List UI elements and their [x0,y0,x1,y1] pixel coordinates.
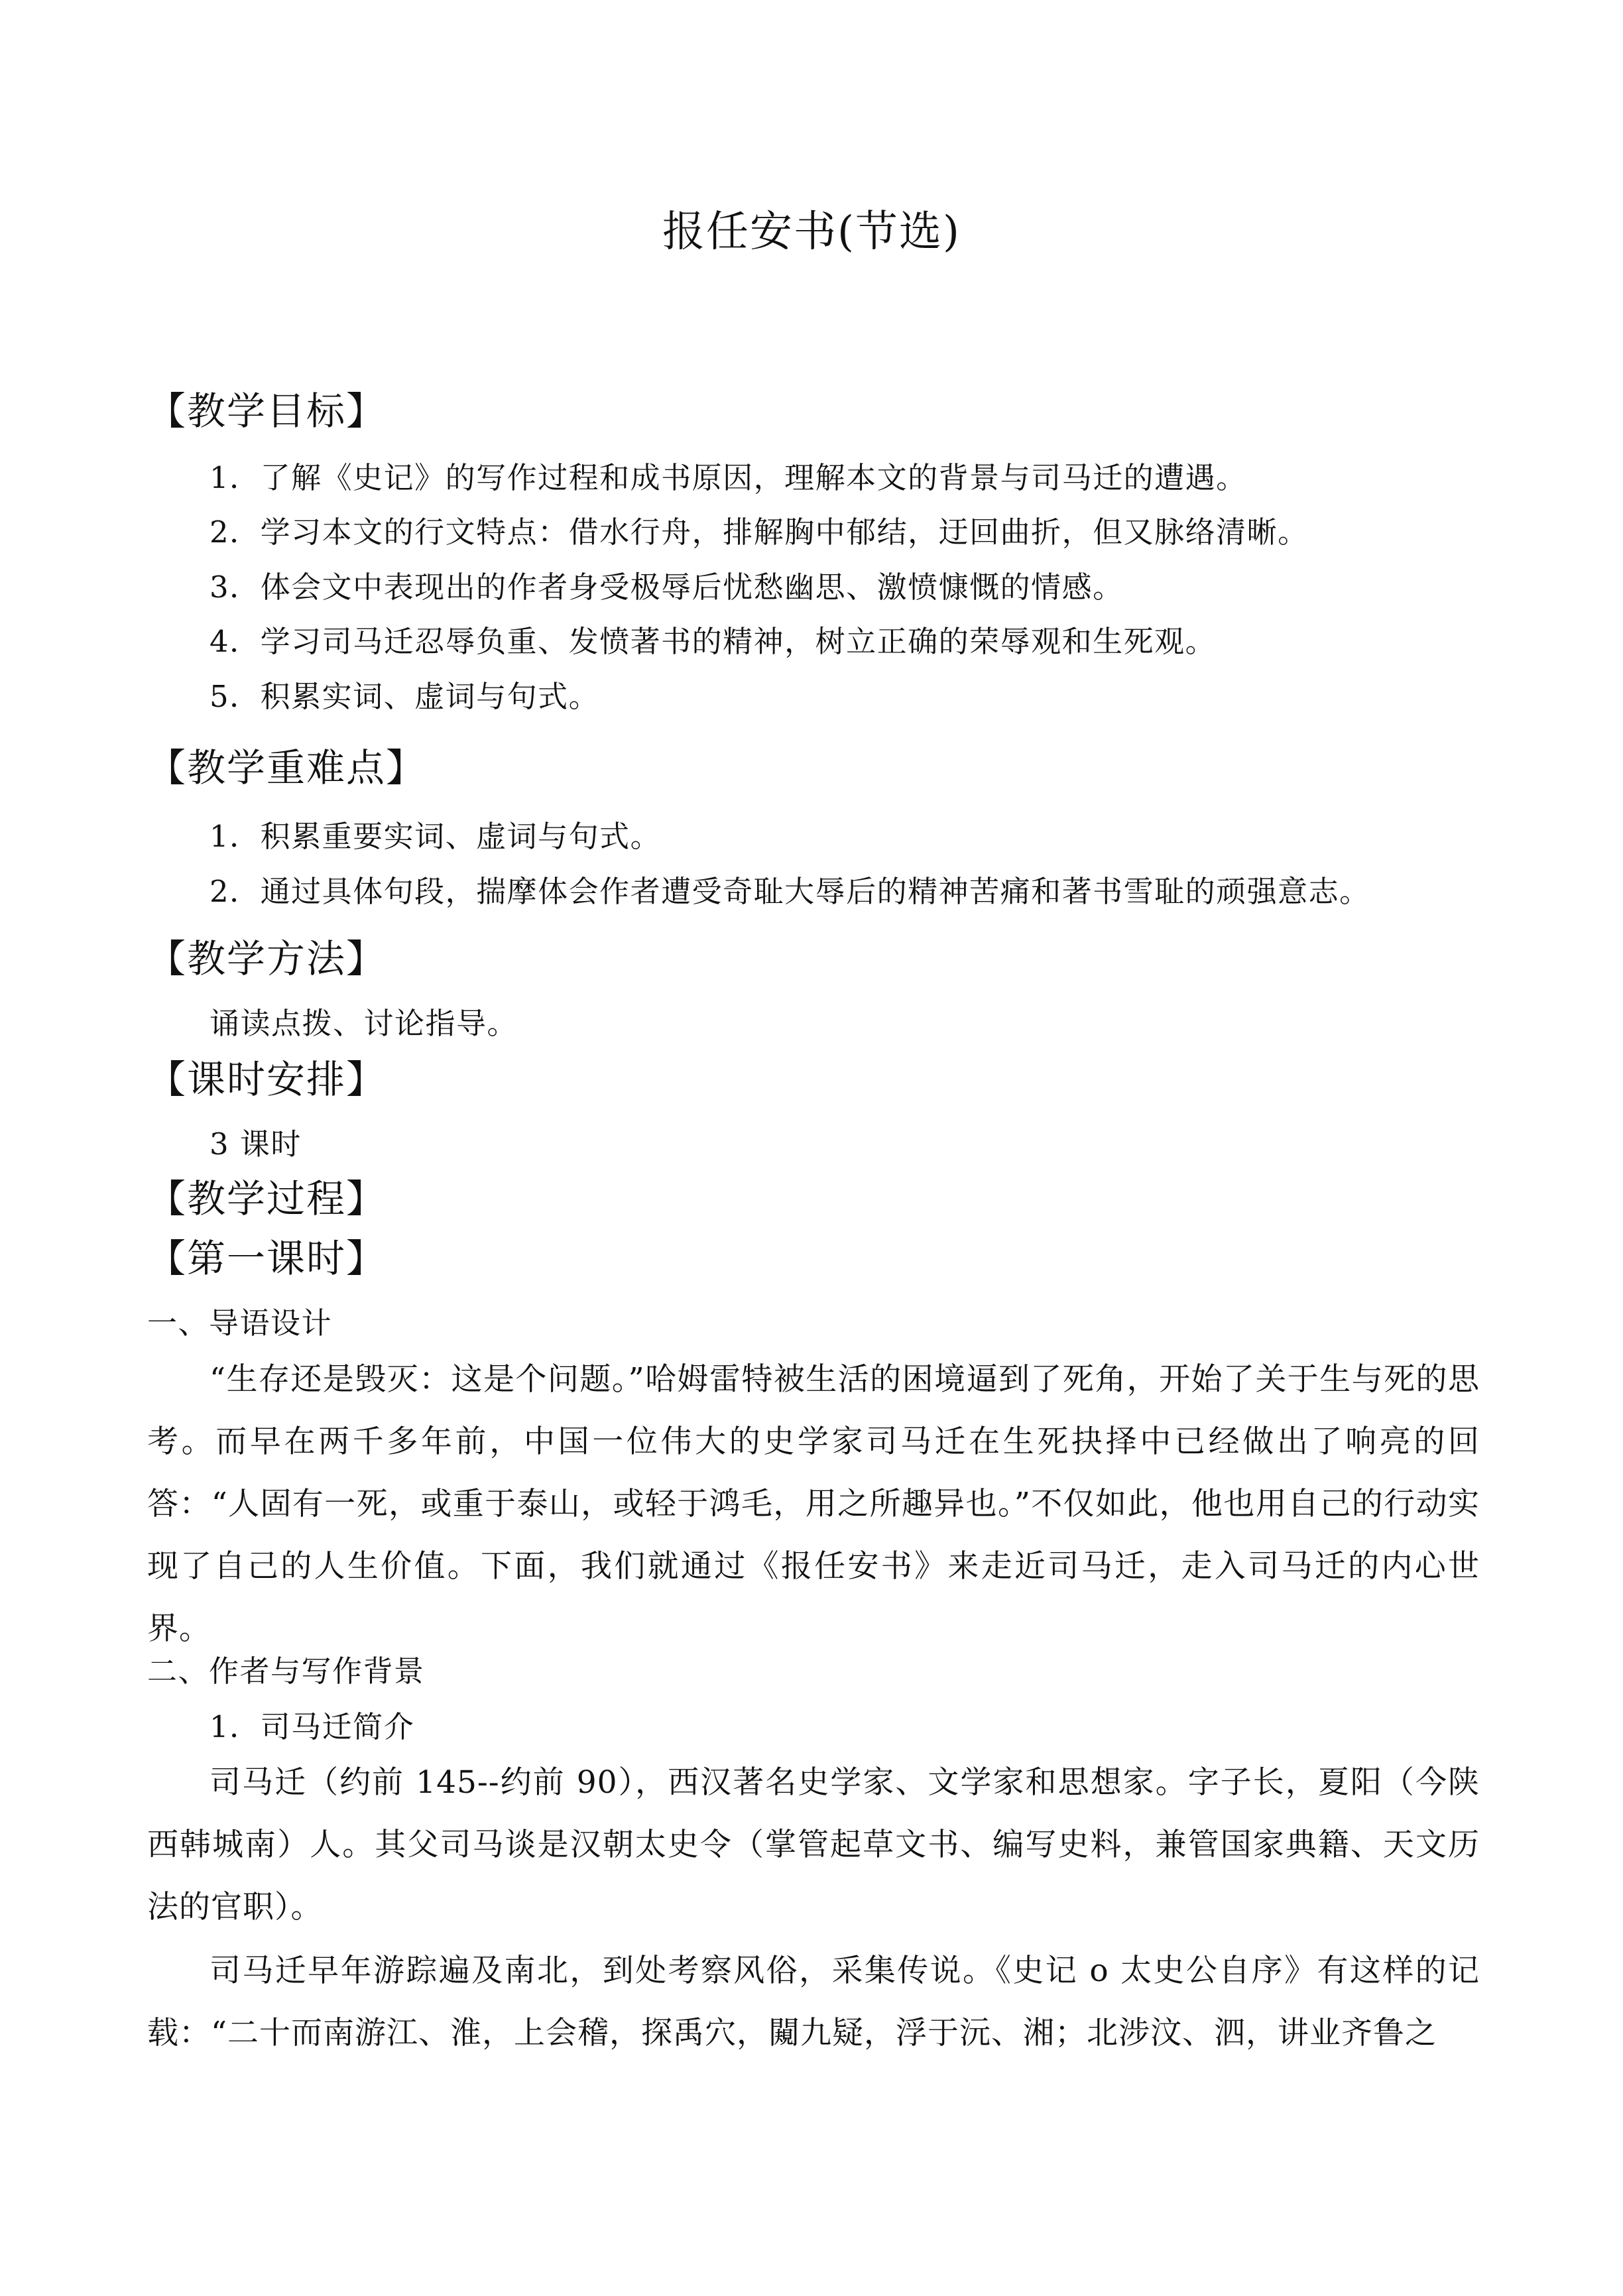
process-heading: 【教学过程】 [147,1176,387,1221]
methods-heading: 【教学方法】 [147,936,387,981]
intro-paragraph: “生存还是毁灭：这是个问题。”哈姆雷特被生活的困境逼到了死角，开始了关于生与死的思考。而早在两千多年前，中国一位伟大的史学家司马迁在生死抉择中已经做出了响亮的回答：“人固有一死，或重于泰山，或轻于鸿毛，用之所趣异也。”不仅如此，他也用自己的行动实现了自己的人生价值。下面，我们就通过《报任安书》来走近司马迁，走入司马迁的内心世界。 [147,1361,1480,1647]
objective-item-5: 5．积累实词、虚词与句式。 [210,679,600,714]
travels-paragraph: 司马迁早年游踪遍及南北，到处考察风俗，采集传说。《史记 o 太史公自序》有这样的记载：“二十而南游江、淮，上会稽，探禹穴，闚九疑，浮于沅、湘；北涉汶、泗，讲业齐鲁之 [147,1953,1480,2051]
keypoint-item-1: 1．积累重要实词、虚词与句式。 [210,819,662,854]
section-author-title: 二、作者与写作背景 [147,1654,425,1689]
objectives-heading: 【教学目标】 [147,389,387,434]
objective-item-4: 4．学习司马迁忍辱负重、发愤著书的精神，树立正确的荣辱观和生死观。 [210,624,1217,659]
biography-paragraph: 司马迁（约前 145--约前 90），西汉著名史学家、文学家和思想家。字子长，夏阳（今陕西韩城南）人。其父司马谈是汉朝太史令（掌管起草文书、编写史料，兼管国家典籍、天文历法的官职）。 [147,1764,1480,1925]
objective-item-2: 2．学习本文的行文特点：借水行舟，排解胸中郁结，迂回曲折，但又脉络清晰。 [210,514,1309,550]
objective-item-3: 3．体会文中表现出的作者身受极辱后忧愁幽思、激愤慷慨的情感。 [210,570,1124,605]
keypoints-heading: 【教学重难点】 [147,745,426,790]
lesson1-heading: 【第一课时】 [147,1236,387,1281]
methods-text: 诵读点拨、讨论指导。 [210,1006,518,1041]
objective-item-1: 1．了解《史记》的写作过程和成书原因，理解本文的背景与司马迁的遭遇。 [210,460,1247,495]
subsection-sima-qian-title: 1．司马迁简介 [210,1709,415,1744]
section-intro-title: 一、导语设计 [147,1305,333,1341]
keypoint-item-2: 2．通过具体句段，揣摩体会作者遭受奇耻大辱后的精神苦痛和著书雪耻的顽强意志。 [210,874,1370,909]
schedule-text: 3 课时 [210,1126,302,1162]
schedule-heading: 【课时安排】 [147,1057,387,1102]
document-title: 报任安书(节选) [662,208,961,257]
